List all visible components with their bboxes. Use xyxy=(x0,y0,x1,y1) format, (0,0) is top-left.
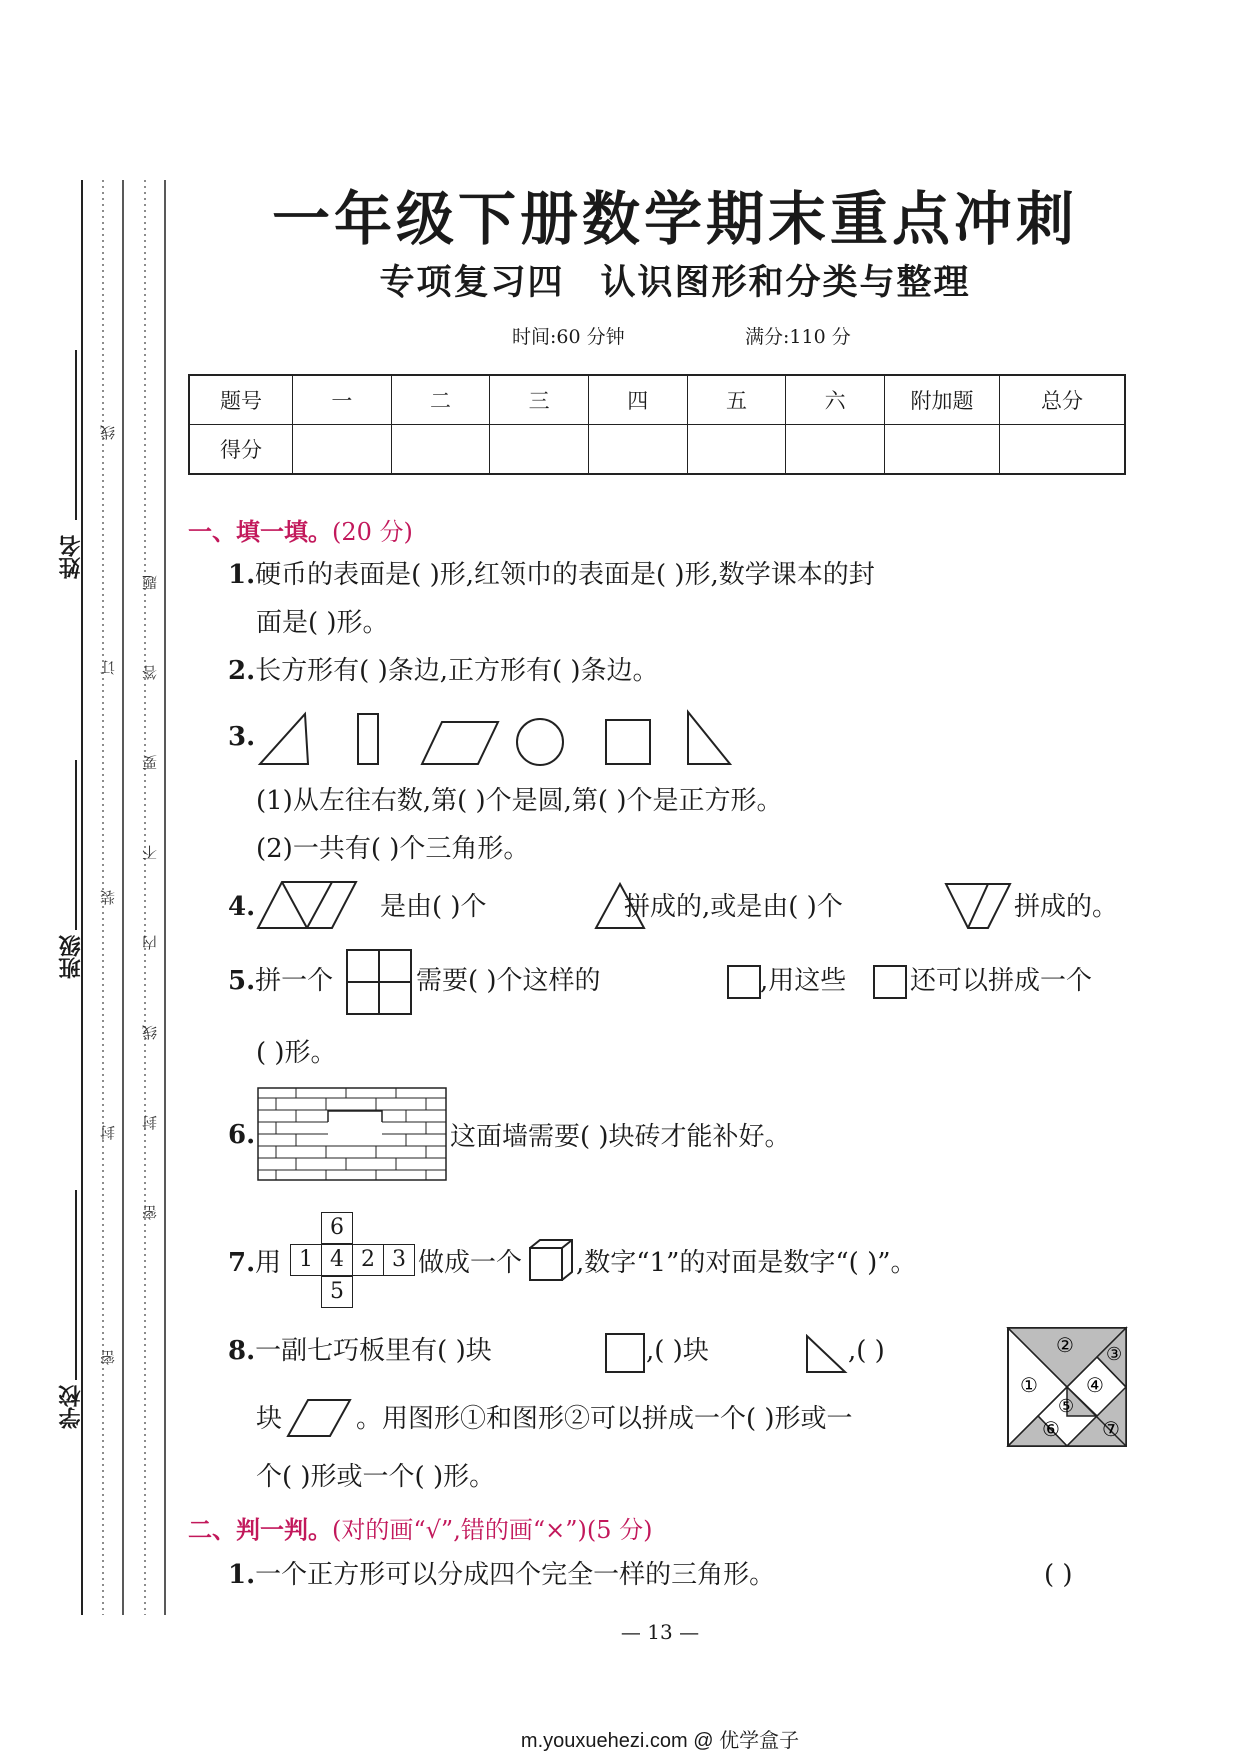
binding-word: 密 xyxy=(99,1350,117,1365)
score-header-cell: 五 xyxy=(687,375,786,425)
q4-part2: 拼成的,或是由( )个 xyxy=(624,892,843,922)
q3-sub2: (2)一共有( )个三角形。 xyxy=(256,834,530,864)
judge-question-1 xyxy=(228,1560,775,1590)
section-2-points: (对的画“√”,错的画“×”)(5 分) xyxy=(332,1516,653,1544)
question-number: 8. xyxy=(228,1336,256,1366)
footer-watermark: m.youxuehezi.com @ 优学盒子 xyxy=(520,1730,800,1752)
tangram-label: ④ xyxy=(1086,1373,1104,1397)
triangle-shape xyxy=(260,714,308,764)
net-cell: 3 xyxy=(383,1244,415,1276)
score-cell[interactable] xyxy=(293,425,392,475)
class-label: 班级 xyxy=(58,935,84,979)
q5-small-square-icon xyxy=(726,964,762,1000)
score-cell[interactable] xyxy=(588,425,687,475)
q5-part2: 需要( )个这样的 xyxy=(416,966,601,996)
j1-text: 一个正方形可以分成四个完全一样的三角形。 xyxy=(255,1560,776,1590)
score-cell[interactable] xyxy=(885,425,1000,475)
section-1-points: (20 分) xyxy=(332,518,413,546)
q6-text: 这面墙需要( )块砖才能补好。 xyxy=(450,1122,791,1152)
score-table-header xyxy=(189,375,1125,425)
score-cell[interactable] xyxy=(687,425,786,475)
q5-small-square-icon-2 xyxy=(872,964,908,1000)
question-4-number: 4. xyxy=(228,892,256,922)
tangram-label: ⑦ xyxy=(1102,1417,1120,1441)
question-2 xyxy=(228,656,659,686)
q5-part1: 拼一个 xyxy=(255,966,334,996)
q8-tangram xyxy=(1006,1326,1130,1450)
score-header-cell: 题号 xyxy=(189,375,293,425)
section-1-title: 一、填一填。 xyxy=(188,517,332,546)
score-cell[interactable] xyxy=(391,425,490,475)
q1-line1: 硬币的表面是( )形,红领巾的表面是( )形,数学课本的封 xyxy=(255,560,875,590)
question-number: 7. xyxy=(228,1248,256,1278)
q8-part1: 一副七巧板里有( )块 xyxy=(255,1336,492,1366)
question-1 xyxy=(228,560,875,590)
q8-square-icon xyxy=(604,1332,646,1374)
net-cell: 4 xyxy=(321,1244,353,1276)
j1-answer-blank[interactable]: ( ) xyxy=(1044,1560,1073,1590)
q5-part4: 还可以拼成一个 xyxy=(910,966,1093,996)
binding-word: 内 xyxy=(141,935,159,950)
score-header-cell: 一 xyxy=(293,375,392,425)
binding-word: 封 xyxy=(141,1115,159,1130)
binding-word: 题 xyxy=(141,575,159,590)
question-number: 2. xyxy=(228,656,256,686)
net-cell: 1 xyxy=(290,1244,322,1276)
q8-triangle-icon xyxy=(805,1334,849,1374)
question-5 xyxy=(228,966,333,996)
page-subtitle xyxy=(0,255,1240,305)
score-header-cell: 总分 xyxy=(1000,375,1126,425)
q2-text: 长方形有( )条边,正方形有( )条边。 xyxy=(255,656,659,686)
score-table xyxy=(188,374,1126,475)
binding-word: 封 xyxy=(99,1125,117,1140)
binding-word: 订 xyxy=(99,660,117,675)
q8-parallelogram-icon xyxy=(286,1396,356,1440)
binding-word: 答 xyxy=(141,665,159,680)
square-shape xyxy=(606,720,650,764)
page-title: 一年级下册数学期末重点冲刺 xyxy=(271,185,1078,253)
parallelogram-shape xyxy=(422,722,498,764)
score-cell[interactable] xyxy=(1000,425,1126,475)
question-number: 1. xyxy=(228,1560,256,1590)
q7-cube-icon xyxy=(528,1238,578,1284)
question-number: 5. xyxy=(228,966,256,996)
score-header-cell: 三 xyxy=(490,375,589,425)
q7-part2: 做成一个 xyxy=(418,1248,523,1278)
binding-word: 不 xyxy=(141,845,159,860)
net-cell: 2 xyxy=(352,1244,384,1276)
page-number: — 13 — xyxy=(620,1620,700,1644)
q1-line2: 面是( )形。 xyxy=(256,608,389,638)
binding-word: 要 xyxy=(141,755,159,770)
tangram-label: ③ xyxy=(1106,1344,1123,1365)
score-row-label: 得分 xyxy=(189,425,293,475)
q8-part2: ,( )块 xyxy=(646,1336,709,1366)
section-1-heading xyxy=(188,512,413,547)
right-triangle-shape xyxy=(688,712,730,764)
full-score: 满分:110 分 xyxy=(745,326,851,348)
q6-brick-wall xyxy=(256,1086,456,1184)
q4-part3: 拼成的。 xyxy=(1014,892,1119,922)
score-header-cell: 四 xyxy=(588,375,687,425)
q3-sub1: (1)从左往右数,第( )个是圆,第( )个是正方形。 xyxy=(256,786,783,816)
q3-shapes xyxy=(250,700,770,790)
tangram-label: ② xyxy=(1056,1333,1074,1357)
question-number: 1. xyxy=(228,560,256,590)
question-8 xyxy=(228,1336,492,1366)
question-3-number: 3. xyxy=(228,722,256,752)
tall-rectangle-shape xyxy=(358,714,378,764)
q7-part1: 用 xyxy=(255,1248,282,1278)
net-cell: 5 xyxy=(321,1276,353,1308)
section-2-title: 二、判一判。 xyxy=(188,1515,332,1544)
net-cell: 6 xyxy=(321,1212,353,1244)
q8-line2b: 。用图形①和图形②可以拼成一个( )形或一 xyxy=(356,1404,853,1434)
score-header-cell: 六 xyxy=(786,375,885,425)
binding-word: 线 xyxy=(99,425,117,440)
q5-line2: ( )形。 xyxy=(256,1038,337,1068)
q5-part3: ,用这些 xyxy=(760,966,847,996)
school-label: 学校 xyxy=(58,1385,84,1429)
subtitle-part2: 认识图形和分类与整理 xyxy=(600,262,971,303)
time-limit: 时间:60 分钟 xyxy=(512,326,625,348)
binding-word: 密 xyxy=(141,1205,159,1220)
q7-part3: ,数字“1”的对面是数字“( )”。 xyxy=(576,1248,917,1278)
q4-trapezoid-icon xyxy=(944,880,1014,932)
q4-trapezoid-figure xyxy=(256,878,376,934)
q8-part3: ,( ) xyxy=(848,1336,885,1366)
q8-line3: 个( )形或一个( )形。 xyxy=(256,1462,496,1492)
tangram-label: ① xyxy=(1020,1373,1038,1397)
binding-word: 装 xyxy=(99,890,117,905)
score-cell[interactable] xyxy=(786,425,885,475)
q8-line2a: 块 xyxy=(256,1404,283,1434)
score-header-cell: 附加题 xyxy=(885,375,1000,425)
score-header-cell: 二 xyxy=(391,375,490,425)
q7-cube-net xyxy=(288,1212,418,1312)
q4-part1: 是由( )个 xyxy=(380,892,487,922)
tangram-label: ⑤ xyxy=(1058,1396,1075,1417)
circle-shape xyxy=(517,719,563,765)
section-2-heading xyxy=(188,1510,652,1545)
tangram-label: ⑥ xyxy=(1042,1417,1060,1441)
score-table-row xyxy=(189,425,1125,475)
question-7 xyxy=(228,1248,281,1278)
binding-word: 线 xyxy=(141,1025,159,1040)
subtitle-part1: 专项复习四 xyxy=(379,262,565,303)
question-6-number: 6. xyxy=(228,1120,256,1150)
name-label: 姓名 xyxy=(58,535,84,579)
q5-four-square-grid xyxy=(345,948,415,1018)
score-cell[interactable] xyxy=(490,425,589,475)
